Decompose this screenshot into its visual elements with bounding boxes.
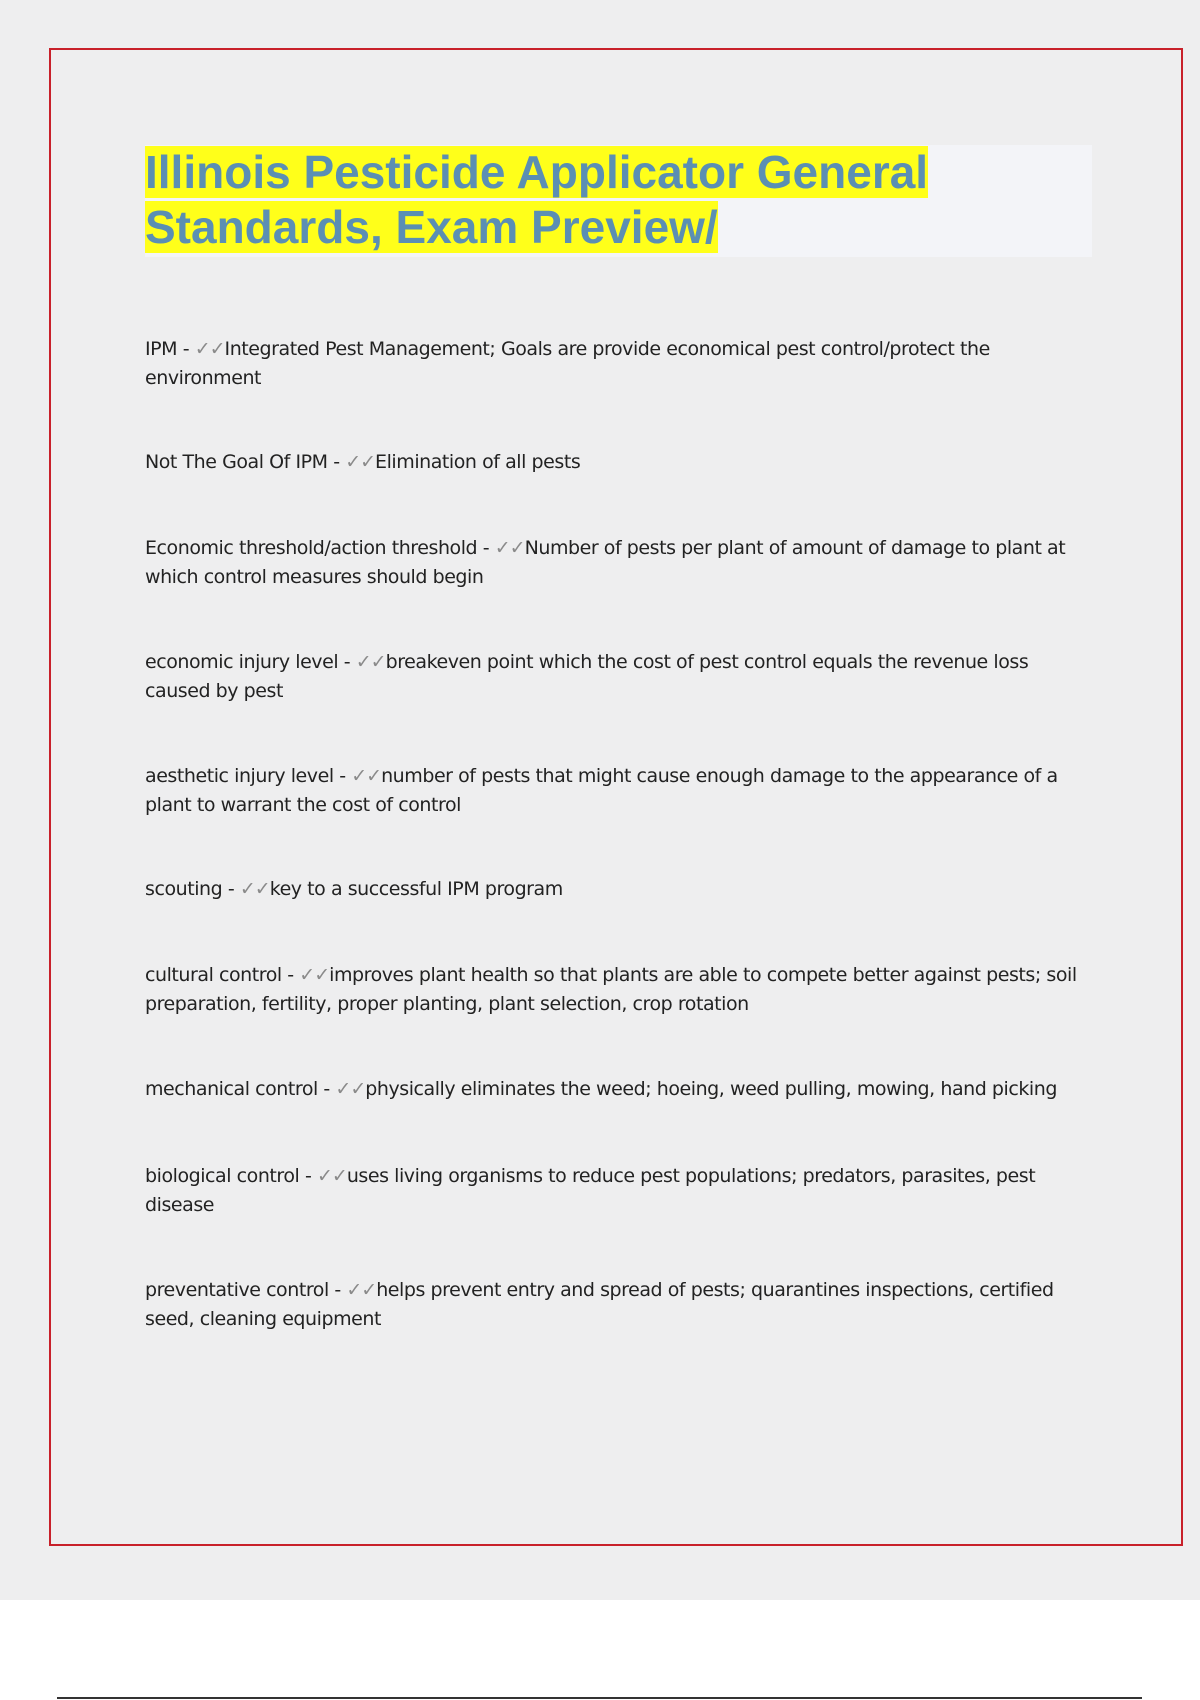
entry-term: IPM: [145, 338, 178, 360]
entry-definition: uses living organisms to reduce pest populations; predators, parasites, pest disease: [145, 1165, 1036, 1216]
entry-definition: Elimination of all pests: [375, 451, 581, 473]
entry-definition: helps prevent entry and spread of pests; quarantines inspections, certified seed, cleaning equipment: [145, 1279, 1054, 1330]
double-check-icon: ✓✓: [239, 878, 270, 900]
flashcard-entry: [145, 961, 1090, 1019]
entry-separator: -: [477, 537, 495, 559]
double-check-icon: ✓✓: [316, 1165, 347, 1187]
entry-separator: -: [338, 651, 356, 673]
entry-separator: -: [177, 338, 195, 360]
flashcard-entry: [145, 448, 1090, 477]
double-check-icon: ✓✓: [194, 338, 225, 360]
entry-separator: -: [299, 1165, 317, 1187]
double-check-icon: ✓✓: [494, 537, 525, 559]
entry-separator: -: [317, 1078, 336, 1100]
entry-separator: -: [327, 451, 346, 473]
flashcard-entry: [145, 648, 1090, 706]
entry-definition: physically eliminates the weed; hoeing, weed pulling, mowing, hand picking: [365, 1078, 1057, 1100]
flashcard-entry: [145, 335, 1090, 393]
entry-separator: -: [333, 765, 352, 787]
entry-term: mechanical control: [145, 1078, 318, 1100]
flashcard-entry: [145, 1276, 1090, 1334]
entry-definition: improves plant health so that plants are able to compete better against pests; soil preparation, fertility, proper planting, plant selection, crop rotation: [145, 964, 1077, 1015]
document-title: [145, 145, 1045, 255]
double-check-icon: ✓✓: [299, 964, 330, 986]
entry-term: biological control: [145, 1165, 300, 1187]
flashcard-entry: [145, 1162, 1090, 1220]
double-check-icon: ✓✓: [345, 451, 376, 473]
entry-definition: breakeven point which the cost of pest control equals the revenue loss caused by pest: [145, 651, 1029, 702]
entry-separator: -: [222, 878, 240, 900]
flashcard-entry: [145, 534, 1090, 592]
entry-term: aesthetic injury level: [145, 765, 334, 787]
title-line-2: Standards, Exam Preview/: [145, 201, 718, 253]
bottom-rule: [57, 1697, 1142, 1699]
double-check-icon: ✓✓: [335, 1078, 366, 1100]
entry-definition: Number of pests per plant of amount of damage to plant at which control measures should begin: [145, 537, 1066, 588]
entry-term: Not The Goal Of IPM: [145, 451, 328, 473]
entry-term: scouting: [145, 878, 223, 900]
double-check-icon: ✓✓: [351, 765, 382, 787]
entry-term: preventative control: [145, 1279, 329, 1301]
flashcard-entry: [145, 875, 1090, 904]
flashcard-entry: [145, 1075, 1090, 1104]
entry-term: economic injury level: [145, 651, 339, 673]
title-line-1: Illinois Pesticide Applicator General: [145, 146, 929, 198]
double-check-icon: ✓✓: [355, 651, 386, 673]
double-check-icon: ✓✓: [346, 1279, 377, 1301]
entry-term: cultural control: [145, 964, 282, 986]
entry-definition: Integrated Pest Management; Goals are provide economical pest control/protect the environment: [145, 338, 990, 389]
entry-definition: number of pests that might cause enough damage to the appearance of a plant to warrant the cost of control: [145, 765, 1058, 816]
flashcard-entry: [145, 762, 1090, 820]
entry-separator: -: [328, 1279, 347, 1301]
entry-separator: -: [281, 964, 300, 986]
entry-term: Economic threshold/action threshold: [145, 537, 478, 559]
entry-definition: key to a successful IPM program: [269, 878, 563, 900]
